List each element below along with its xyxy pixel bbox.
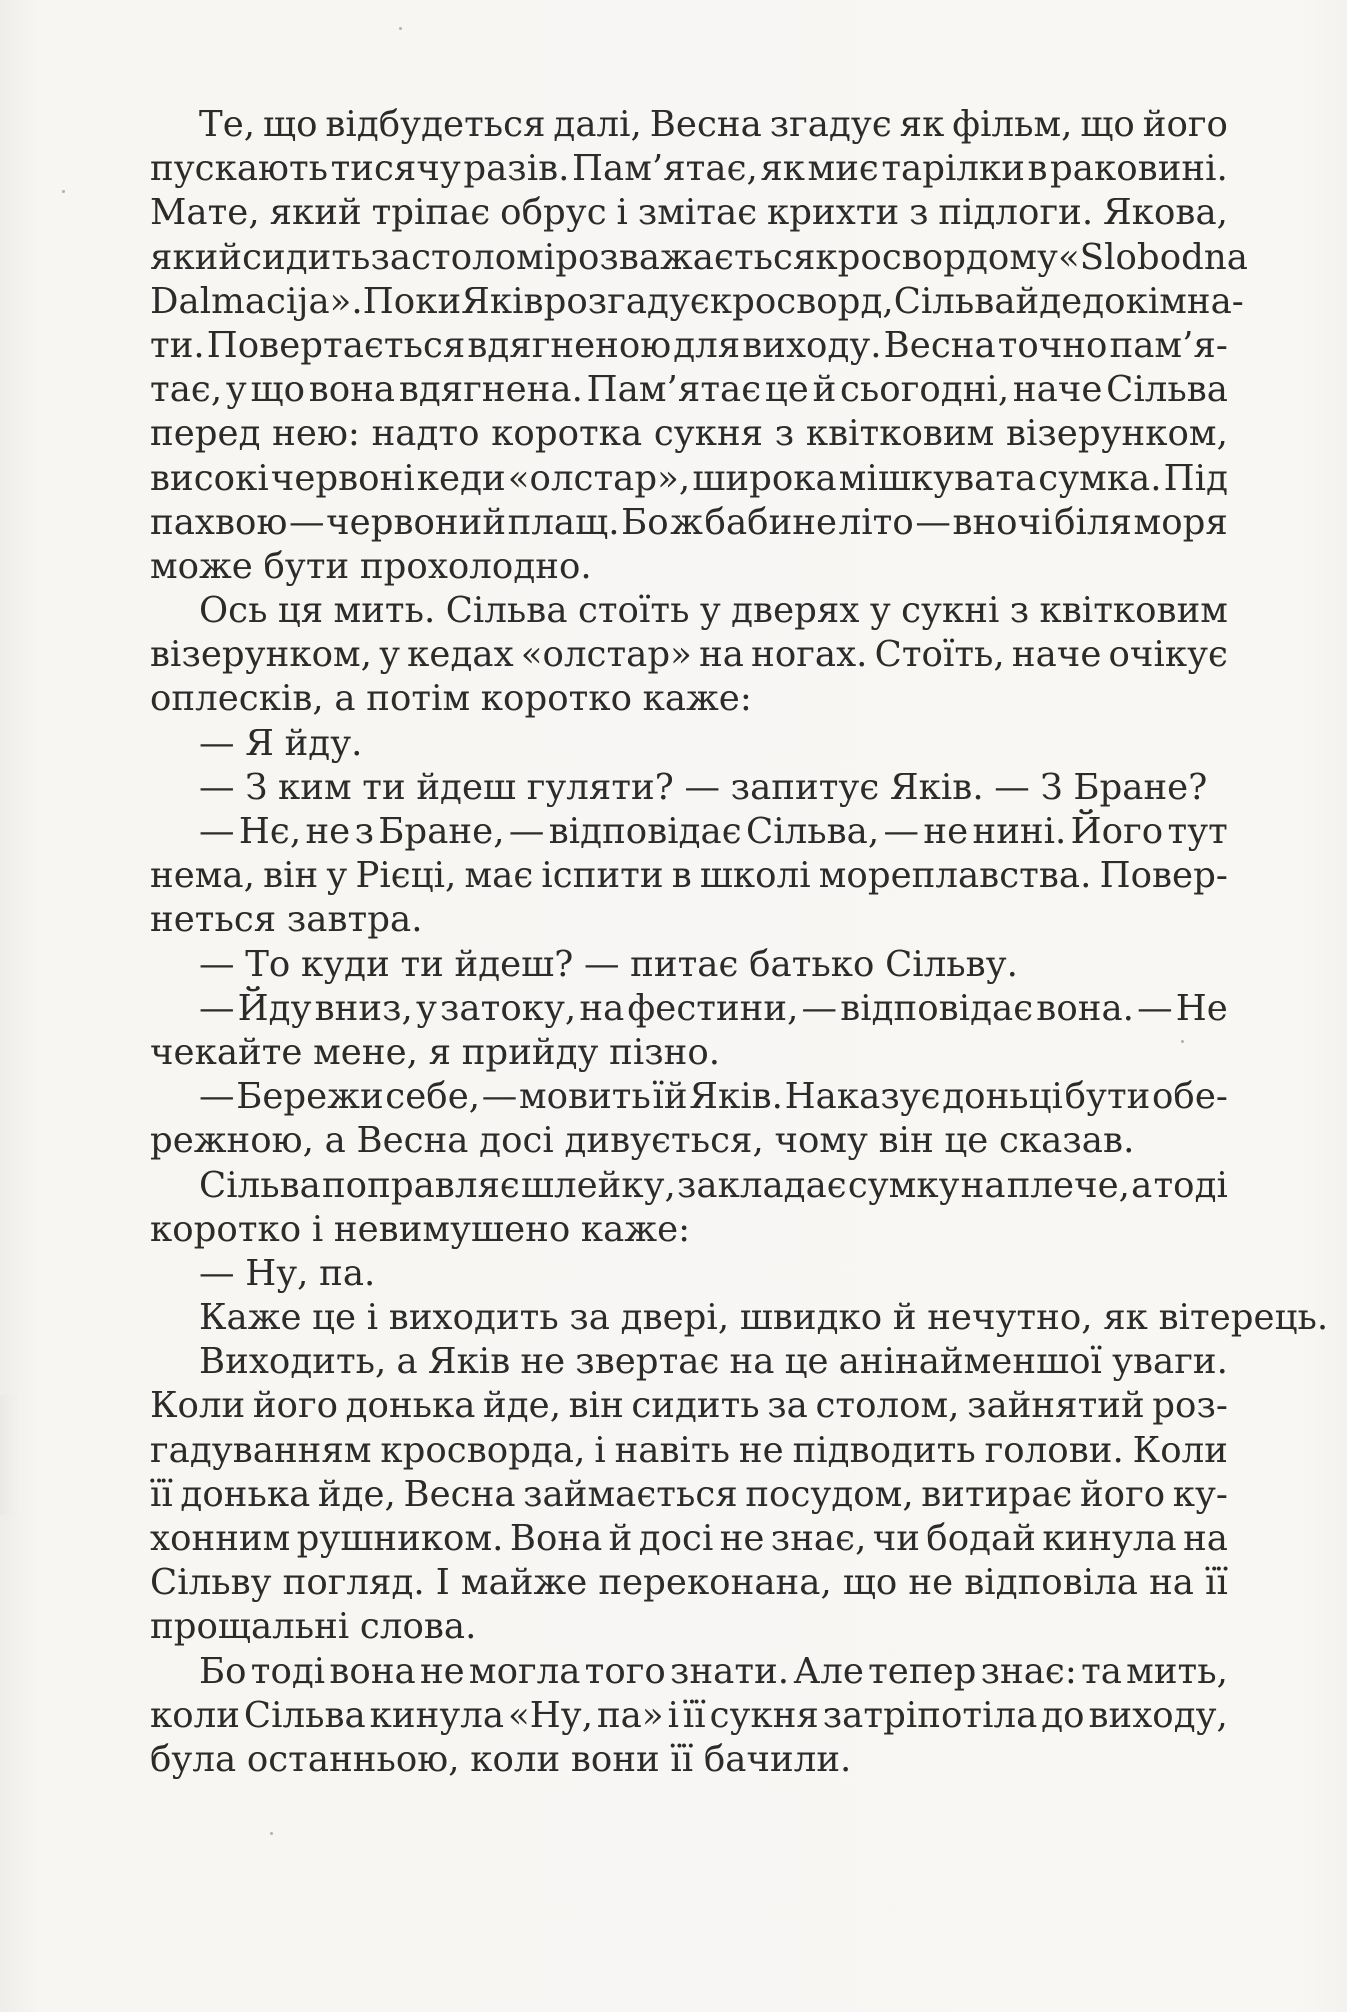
- paragraph: [150, 943, 1228, 987]
- text-line: була останньою, коли вони її бачили.: [150, 1738, 852, 1780]
- text-line: пускають тисячу разів. Пам’ятає, як миє тарілки в раковині.: [150, 148, 1228, 190]
- text-line: пахвою — червоний плащ. Бо ж бабине літо — вночі біля моря: [150, 501, 1228, 543]
- text-line: ти. Повертається вдягненою для виходу. Весна точно пам’я-: [150, 324, 1228, 366]
- body-text: [150, 103, 1329, 1782]
- text-line: Ось ця мить. Сільва стоїть у дверях у сукні з квітковим: [199, 590, 1228, 632]
- text-line: Dalmacija». Поки Яків розгадує кросворд, Сільва йде до кімна-: [150, 280, 1244, 322]
- paragraph: [150, 810, 1228, 943]
- paragraph: [150, 1650, 1228, 1783]
- paragraph: [150, 1252, 1228, 1296]
- paragraph: [150, 722, 1228, 766]
- text-line: який сидить за столом і розважається кросвордом у «Slobodna: [150, 236, 1249, 278]
- text-line: тає, у що вона вдягнена. Пам’ятає це й сьогодні, наче Сільва: [150, 369, 1228, 411]
- text-line: хонним рушником. Вона й досі не знає, чи бодай кинула на: [150, 1518, 1228, 1559]
- paper-speck: [62, 190, 65, 193]
- text-line: неться завтра.: [150, 899, 423, 941]
- paper-speck: [399, 27, 402, 30]
- text-line: гадуванням кросворда, і навіть не підводить голови. Коли: [150, 1429, 1228, 1471]
- text-line: — Бережи себе, — мовить їй Яків. Наказує доньці бути обе-: [199, 1076, 1228, 1118]
- text-line: оплесків, а потім коротко каже:: [150, 678, 752, 720]
- text-line: режною, а Весна досі дивується, чому він це сказав.: [150, 1120, 1135, 1162]
- text-line: Виходить, а Яків не звертає на це анінайменшої уваги.: [199, 1341, 1228, 1383]
- paragraph: [150, 589, 1228, 722]
- text-line: чекайте мене, я прийду пізно.: [150, 1031, 721, 1073]
- paragraph: [150, 103, 1249, 589]
- text-line: — Йду вниз, у затоку, на фестини, — відповідає вона. — Не: [199, 987, 1228, 1029]
- text-line: — З ким ти йдеш гуляти? — запитує Яків. — З Бране?: [199, 766, 1208, 808]
- paragraph: [150, 1075, 1228, 1163]
- paragraph: [150, 987, 1228, 1075]
- paragraph: [150, 1340, 1228, 1649]
- paper-speck: [270, 1832, 273, 1835]
- paragraph: [150, 766, 1228, 810]
- text-line: її донька йде, Весна займається посудом, витирає його ку-: [150, 1473, 1228, 1515]
- text-line: — Я йду.: [199, 722, 363, 764]
- text-line: Сільву погляд. І майже переконана, що не відповіла на її: [150, 1562, 1228, 1604]
- page-edge-shadow: [0, 1395, 22, 1515]
- text-line: Коли його донька йде, він сидить за столом, зайнятий роз-: [150, 1385, 1228, 1427]
- text-line: може бути прохолодно.: [150, 545, 592, 587]
- text-line: — То куди ти йдеш? — питає батько Сільву.: [199, 943, 1018, 985]
- text-line: — Ну, па.: [199, 1252, 376, 1294]
- text-line: Те, що відбудеться далі, Весна згадує як фільм, що його: [199, 104, 1228, 145]
- paragraph: [150, 1164, 1228, 1252]
- text-line: Мате, який тріпає обрус і змітає крихти з підлоги. Якова,: [150, 192, 1228, 234]
- text-line: Сільва поправляє шлейку, закладає сумку на плече, а тоді: [199, 1164, 1228, 1206]
- text-line: Бо тоді вона не могла того знати. Але тепер знає: та мить,: [199, 1650, 1228, 1692]
- text-line: — Нє, не з Бране, — відповідає Сільва, — не нині. Його тут: [199, 811, 1228, 852]
- text-line: високі червоні кеди «олстар», широка мішкувата сумка. Під: [150, 457, 1228, 499]
- text-line: коротко і невимушено каже:: [150, 1208, 691, 1250]
- text-line: Каже це і виходить за двері, швидко й нечутно, як вітерець.: [199, 1297, 1329, 1339]
- text-line: нема, він у Рієці, має іспити в школі мореплавства. Повер-: [150, 855, 1228, 897]
- paragraph: [150, 1296, 1329, 1340]
- text-line: прощальні слова.: [150, 1606, 477, 1648]
- text-line: перед нею: надто коротка сукня з квітковим візерунком,: [150, 413, 1228, 455]
- text-line: візерунком, у кедах «олстар» на ногах. Стоїть, наче очікує: [150, 634, 1228, 676]
- text-line: коли Сільва кинула «Ну, па» і її сукня затріпотіла до виходу,: [150, 1694, 1228, 1736]
